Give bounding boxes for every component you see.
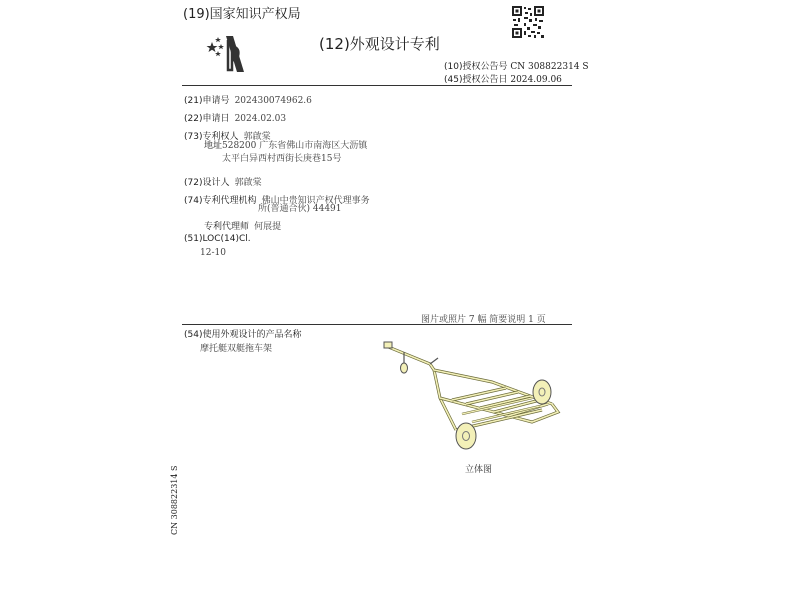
document-type: (12)外观设计专利 xyxy=(319,35,440,53)
application-date-label: (22)申请日 xyxy=(184,114,230,124)
product-name-label: (54)使用外观设计的产品名称 xyxy=(184,330,302,340)
qr-code-icon xyxy=(511,5,545,39)
agent-label: 专利代理师 xyxy=(204,222,250,232)
agency-line-1: 佛山中贵知识产权代理事务 xyxy=(261,196,370,206)
loc-classification-label: (51)LOC(14)Cl. xyxy=(184,234,251,244)
designer-value: 郭啟棠 xyxy=(234,178,262,188)
grant-number-label: (10)授权公告号 xyxy=(444,62,508,72)
application-number-value: 202430074962.6 xyxy=(234,96,312,106)
cnipa-logo-icon xyxy=(204,34,252,74)
address-label: 地址 xyxy=(204,141,223,151)
grant-date-row xyxy=(444,72,562,85)
trailer-perspective-drawing xyxy=(382,338,574,462)
grant-date-value: 2024.09.06 xyxy=(510,75,562,85)
application-date-value: 2024.02.03 xyxy=(234,114,287,124)
agency-label: (74)专利代理机构 xyxy=(184,196,257,206)
application-date-row xyxy=(184,106,286,125)
agency-line-2: 所(普通合伙) 44491 xyxy=(258,204,342,214)
header-divider xyxy=(182,85,572,86)
product-name-value: 摩托艇双艇拖车架 xyxy=(200,344,273,354)
office-name: (19)国家知识产权局 xyxy=(183,7,301,22)
designer-row xyxy=(184,170,262,189)
application-number-label: (21)申请号 xyxy=(184,96,230,106)
grant-date-label: (45)授权公告日 xyxy=(444,75,508,85)
designer-label: (72)设计人 xyxy=(184,178,230,188)
side-publication-number: CN 308822314 S xyxy=(170,465,179,535)
patentee-value: 郭啟棠 xyxy=(243,132,271,142)
agent-row xyxy=(204,214,281,233)
figure-caption: 立体图 xyxy=(465,465,493,475)
application-number-row xyxy=(184,88,312,107)
address-line-1: 528200 广东省佛山市南海区大沥镇 xyxy=(222,141,368,151)
summary-note: 图片或照片 7 幅 简要说明 1 页 xyxy=(421,315,546,325)
address-line-2: 太平白异西村西街长庚巷15号 xyxy=(222,154,342,164)
patentee-label: (73)专利权人 xyxy=(184,132,239,142)
loc-classification-value: 12-10 xyxy=(200,248,226,258)
agent-value: 何展提 xyxy=(254,222,282,232)
grant-number-value: CN 308822314 S xyxy=(510,62,589,72)
section-divider xyxy=(182,324,572,325)
grant-number-row xyxy=(444,59,589,72)
